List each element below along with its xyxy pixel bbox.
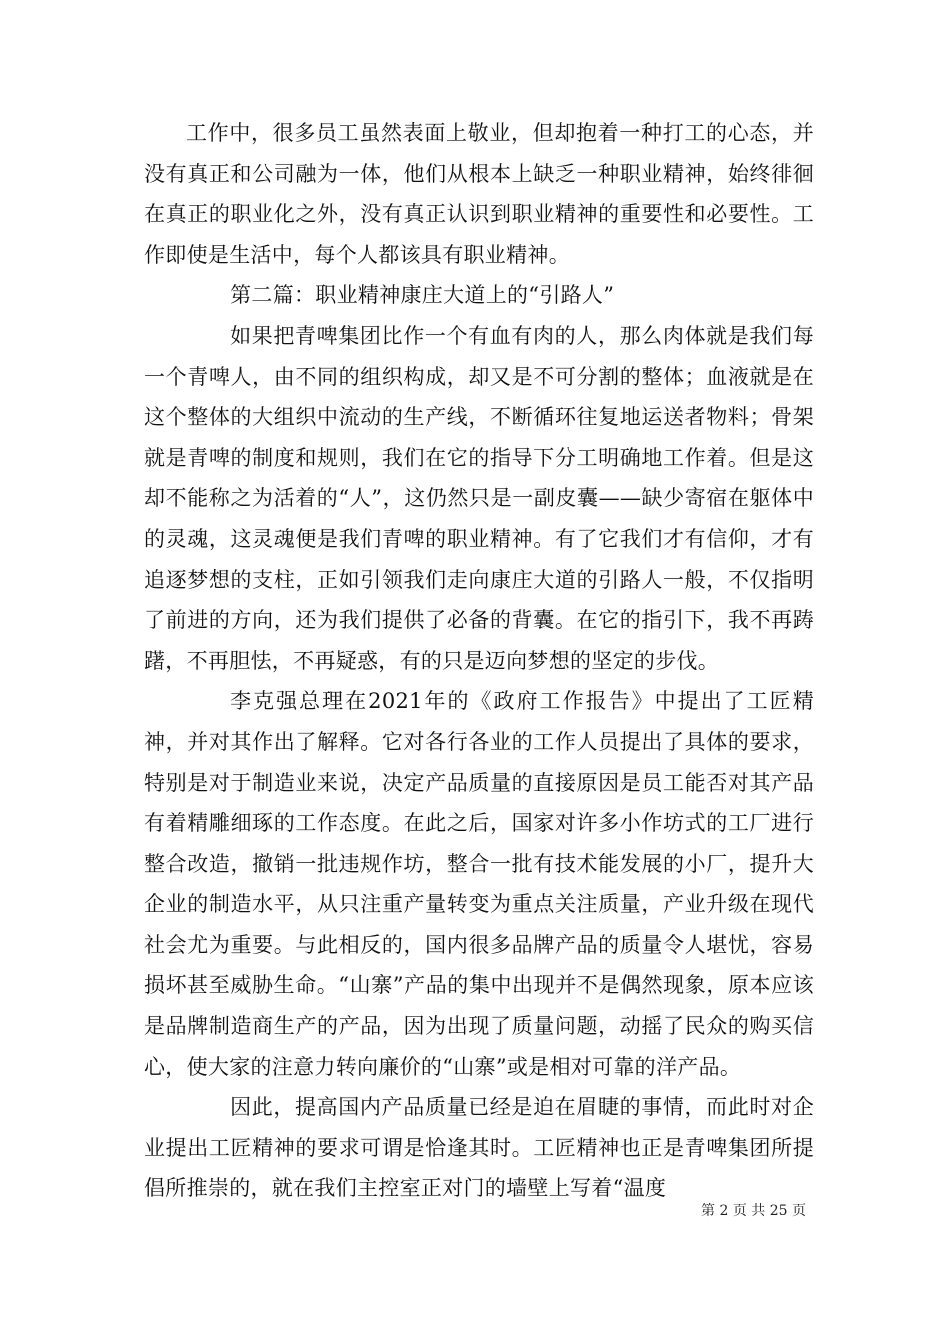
- paragraph-quality-improvement: 因此，提高国内产品质量已经是迫在眉睫的事情，而此时对企业提出工匠精神的要求可谓是恰逢其时。工匠精神也正是青啤集团所提倡所推崇的，就在我们主控室正对门的墙壁上写着“温度: [144, 1095, 814, 1201]
- document-body: [144, 113, 814, 1209]
- page-number-footer: 第 2 页 共 25 页: [701, 1203, 806, 1219]
- paragraph-tsingtao-metaphor: 如果把青啤集团比作一个有血有肉的人，那么肉体就是我们每一个青啤人，由不同的组织构成，却又是不可分割的整体；血液就是在这个整体的大组织中流动的生产线，不断循环往复地运送者物料；骨架就是青啤的制度和规则，我们在它的指导下分工明确地工作着。但是这却不能称之为活着的“人”，这仍然只是一副皮囊——缺少寄宿在躯体中的灵魂，这灵魂便是我们青啤的职业精神。有了它我们才有信仰，才有追逐梦想的支柱，正如引领我们走向康庄大道的引路人一般，不仅指明了前进的方向，还为我们提供了必备的背囊。在它的指引下，我不再踌躇，不再胆怯，不再疑惑，有的只是迈向梦想的坚定的步伐。: [144, 323, 814, 673]
- paragraph-craftsman-spirit: 李克强总理在2021年的《政府工作报告》中提出了工匠精神，并对其作出了解释。它对各行各业的工作人员提出了具体的要求，特别是对于制造业来说，决定产品质量的直接原因是员工能否对其产品有着精雕细琢的工作态度。在此之后，国家对许多小作坊式的工厂进行整合改造，撤销一批违规作坊，整合一批有技术能发展的小厂，提升大企业的制造水平，从只注重产量转变为重点关注质量，产业升级在现代社会尤为重要。与此相反的，国内很多品牌产品的质量令人堪忧，容易损坏甚至威胁生命。“山寨”产品的集中出现并不是偶然现象，原本应该是品牌制造商生产的产品，因为出现了质量问题，动摇了民众的购买信心，使大家的注意力转向廉价的“山寨”或是相对可靠的洋产品。: [144, 689, 814, 1079]
- section-heading-second-article: 第二篇：职业精神康庄大道上的“引路人”: [230, 283, 615, 308]
- paragraph-work-attitude: 工作中，很多员工虽然表面上敬业，但却抱着一种打工的心态，并没有真正和公司融为一体，他们从根本上缺乏一种职业精神，始终徘徊在真正的职业化之外，没有真正认识到职业精神的重要性和必要性。工作即使是生活中，每个人都该具有职业精神。: [144, 121, 814, 267]
